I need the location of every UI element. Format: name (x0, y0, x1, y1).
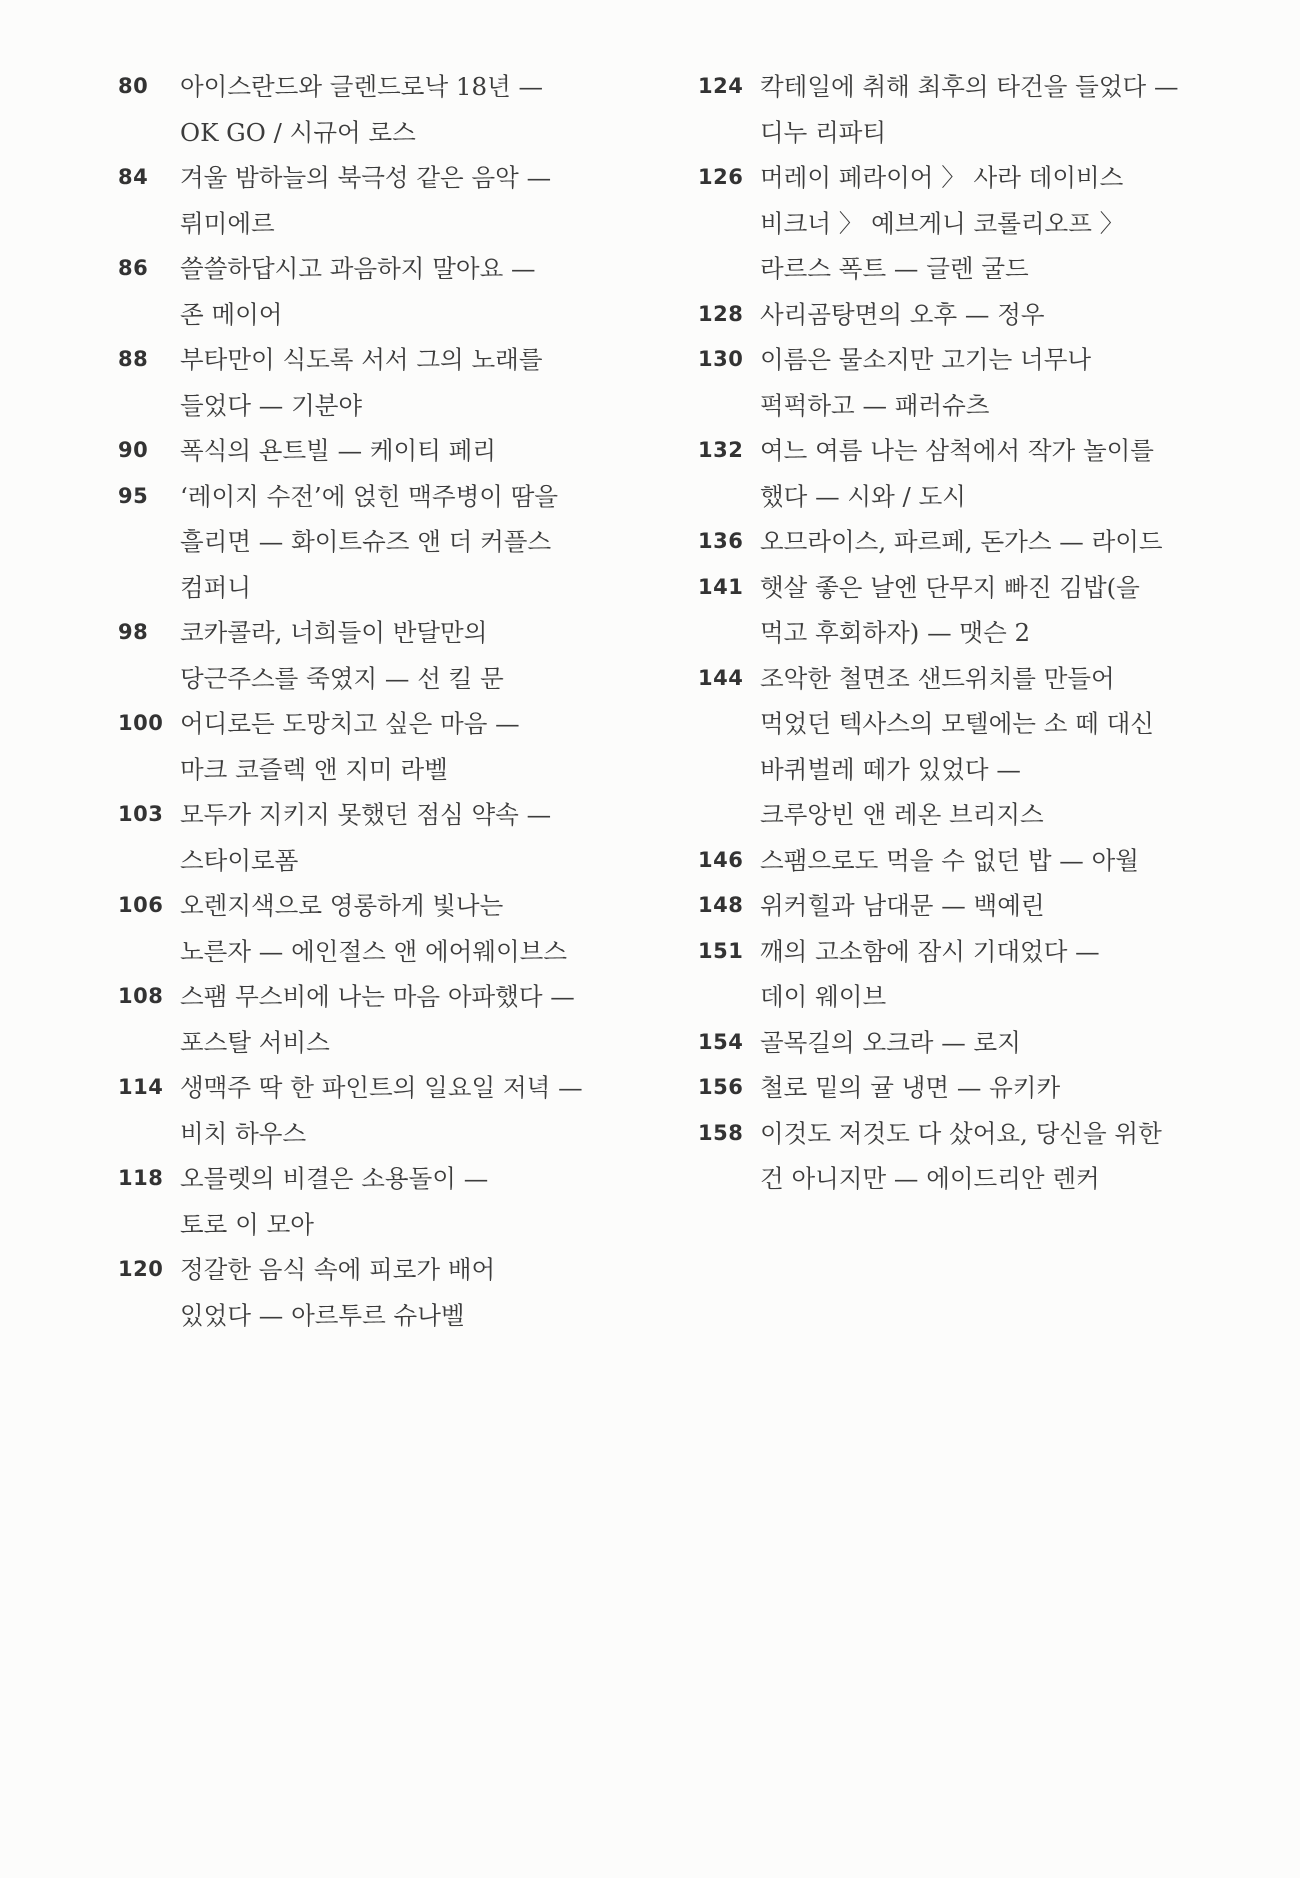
toc-page-number: 100 (118, 711, 164, 735)
toc-entry-title (180, 974, 638, 1065)
toc-page-number: 86 (118, 256, 149, 280)
toc-page-number: 120 (118, 1257, 164, 1281)
toc-page-number: 103 (118, 802, 164, 826)
toc-entry (698, 64, 1238, 155)
toc-page-number: 108 (118, 984, 164, 1008)
toc-entry-title-line: 생맥주 딱 한 파인트의 일요일 저녁 — (180, 1073, 583, 1102)
toc-entry-title (760, 519, 1238, 565)
toc-page-number: 80 (118, 74, 149, 98)
toc-entry (118, 701, 638, 792)
toc-entry (698, 519, 1238, 565)
toc-entry-title-line: OK GO / 시규어 로스 (180, 117, 416, 147)
toc-page-number: 126 (698, 165, 744, 189)
toc-entry-title-line: 깨의 고소함에 잠시 기대었다 — (760, 936, 1100, 966)
toc-entry-title-line: 컴퍼니 (180, 572, 252, 602)
toc-entry-title-line: 햇살 좋은 날엔 단무지 빠진 김밥(을 (760, 572, 1140, 602)
toc-page-number: 146 (698, 847, 744, 872)
toc-entry-title (760, 64, 1238, 155)
toc-entry-title-line: 이름은 물소지만 고기는 너무나 (760, 345, 1092, 374)
toc-entry (118, 883, 638, 974)
toc-entry-title (760, 1065, 1238, 1111)
toc-entry (118, 1247, 638, 1338)
toc-entry-title-line: 골목길의 오크라 — 로지 (760, 1027, 1021, 1057)
toc-entry-title-line: 부타만이 식도록 서서 그의 노래를 (180, 345, 543, 374)
toc-entry-title-line: 먹었던 텍사스의 모텔에는 소 떼 대신 (760, 709, 1154, 738)
toc-entry-title-line: 토로 이 모아 (180, 1209, 314, 1239)
toc-page-number: 141 (698, 574, 744, 599)
toc-page-number: 148 (698, 893, 744, 917)
toc-entry-title-line: 바퀴벌레 떼가 있었다 — (760, 754, 1021, 784)
toc-entry-title-line: 여느 여름 나는 삼척에서 작가 놀이를 (760, 436, 1154, 465)
toc-entry-title (760, 1111, 1238, 1202)
toc-page-number: 95 (118, 483, 149, 508)
toc-page-number: 128 (698, 301, 744, 326)
toc-entry-title (180, 474, 638, 611)
toc-entry-title (760, 428, 1238, 519)
toc-entry-title (180, 883, 638, 974)
toc-entry (118, 155, 638, 246)
toc-entry-title (180, 610, 638, 701)
toc-entry-title-line: 모두가 지키지 못했던 점심 약속 — (180, 800, 552, 829)
toc-page-number: 151 (698, 938, 744, 963)
toc-entry-title-line: 데이 웨이브 (760, 982, 887, 1011)
toc-entry-title-line: 이것도 저것도 다 샀어요, 당신을 위한 (760, 1118, 1162, 1148)
toc-entry (698, 656, 1238, 838)
toc-entry (698, 838, 1238, 884)
toc-entry-title (760, 155, 1238, 292)
toc-entry (698, 155, 1238, 292)
toc-entry-title-line: 라르스 폭트 — 글렌 굴드 (760, 254, 1029, 283)
toc-entry-title-line: 했다 — 시와 / 도시 (760, 481, 966, 511)
toc-entry-title (180, 1247, 638, 1338)
toc-entry (698, 883, 1238, 929)
toc-page-number: 144 (698, 665, 744, 690)
toc-page-number: 90 (118, 438, 149, 462)
toc-entry (118, 428, 638, 474)
toc-entry-title (180, 246, 638, 337)
toc-entry-title-line: 들었다 — 기분야 (180, 390, 363, 420)
toc-entry (118, 337, 638, 428)
toc-page-number: 156 (698, 1075, 744, 1099)
toc-entry-title-line: 철로 밑의 귤 냉면 — 유키카 (760, 1073, 1061, 1102)
toc-entry-title-line: 스타이로폼 (180, 845, 299, 875)
toc-entry-title-line: 퍽퍽하고 — 패러슈츠 (760, 390, 990, 420)
toc-entry-title (180, 701, 638, 792)
toc-entry-title (760, 1020, 1238, 1066)
toc-entry-title (760, 883, 1238, 929)
toc-entry-title-line: 칵테일에 취해 최후의 타건을 들었다 — (760, 72, 1179, 101)
toc-entry (118, 610, 638, 701)
toc-page-number: 130 (698, 347, 744, 371)
toc-entry-title-line: 있었다 — 아르투르 슈나벨 (180, 1300, 465, 1330)
toc-entry (698, 565, 1238, 656)
toc-entry (118, 974, 638, 1065)
toc-page-number: 84 (118, 165, 149, 189)
toc-page-number: 118 (118, 1166, 164, 1190)
toc-entry (118, 1156, 638, 1247)
toc-entry-title (760, 656, 1238, 838)
toc-entry-title (180, 337, 638, 428)
toc-entry-title (180, 64, 638, 155)
toc-entry-title-line: 건 아니지만 — 에이드리안 렌커 (760, 1164, 1100, 1193)
toc-entry-title-line: 먹고 후회하자) — 맷슨 2 (760, 618, 1031, 647)
toc-entry (118, 474, 638, 611)
toc-entry-title (760, 929, 1238, 1020)
toc-entry-title-line: ‘레이지 수전’에 얹힌 맥주병이 땀을 (180, 481, 559, 511)
toc-entry-title-line: 어디로든 도망치고 싶은 마음 — (180, 709, 520, 738)
toc-column-left (118, 64, 638, 1338)
toc-page-number: 124 (698, 74, 744, 98)
toc-entry-title-line: 마크 코즐렉 앤 지미 라벨 (180, 754, 448, 784)
toc-page-number: 154 (698, 1029, 744, 1054)
toc-entry-title-line: 노른자 — 에인절스 앤 에어웨이브스 (180, 936, 567, 966)
toc-entry-title (760, 838, 1238, 884)
toc-entry (118, 1065, 638, 1156)
toc-entry-title-line: 스팸으로도 먹을 수 없던 밥 — 아월 (760, 845, 1139, 875)
toc-page-number: 98 (118, 620, 149, 644)
toc-entry-title-line: 겨울 밤하늘의 북극성 같은 음악 — (180, 163, 552, 192)
toc-entry-title-line: 포스탈 서비스 (180, 1027, 330, 1057)
toc-entry-title-line: 오렌지색으로 영롱하게 빛나는 (180, 891, 504, 920)
toc-entry-title-line: 디누 리파티 (760, 117, 887, 147)
toc-entry-title-line: 쓸쓸하답시고 과음하지 말아요 — (180, 254, 536, 283)
toc-entry-title (180, 1156, 638, 1247)
toc-entry-title (180, 1065, 638, 1156)
toc-entry-title-line: 아이스란드와 글렌드로낙 18년 — (180, 72, 544, 101)
toc-entry-title (180, 792, 638, 883)
toc-entry-title-line: 머레이 페라이어 〉 사라 데이비스 (760, 163, 1124, 192)
toc-entry-title-line: 오믈렛의 비결은 소용돌이 — (180, 1164, 489, 1193)
toc-entry (698, 1020, 1238, 1066)
toc-entry-title-line: 폭식의 욘트빌 — 케이티 페리 (180, 436, 496, 465)
toc-entry-title-line: 존 메이어 (180, 299, 283, 329)
toc-entry (698, 1065, 1238, 1111)
toc-entry-title-line: 오므라이스, 파르페, 돈가스 — 라이드 (760, 527, 1163, 556)
toc-entry (118, 792, 638, 883)
toc-entry-title (760, 565, 1238, 656)
toc-entry-title (760, 337, 1238, 428)
toc-entry-title-line: 흘리면 — 화이트슈즈 앤 더 커플스 (180, 527, 552, 556)
toc-entry-title (760, 292, 1238, 338)
toc-page-number: 136 (698, 529, 744, 553)
toc-column-right (698, 64, 1238, 1202)
toc-entry (118, 246, 638, 337)
toc-entry-title-line: 스팸 무스비에 나는 마음 아파했다 — (180, 982, 575, 1011)
toc-entry (118, 64, 638, 155)
toc-entry-title-line: 코카콜라, 너희들이 반달만의 (180, 618, 488, 647)
toc-page-number: 88 (118, 347, 149, 371)
toc-page-number: 106 (118, 893, 164, 917)
toc-entry-title-line: 사리곰탕면의 오후 — 정우 (760, 299, 1045, 329)
toc-entry (698, 1111, 1238, 1202)
toc-page-number: 132 (698, 438, 744, 462)
toc-entry-title-line: 당근주스를 죽였지 — 선 킬 문 (180, 663, 504, 693)
toc-entry (698, 929, 1238, 1020)
toc-page-number: 158 (698, 1120, 744, 1145)
toc-entry-title-line: 비크너 〉 예브게니 코롤리오프 〉 (760, 208, 1125, 238)
toc-entry-title-line: 위커힐과 남대문 — 백예린 (760, 891, 1045, 920)
toc-entry (698, 337, 1238, 428)
toc-entry-title-line: 정갈한 음식 속에 피로가 배어 (180, 1255, 496, 1284)
toc-page-number: 114 (118, 1075, 164, 1099)
toc-entry-title-line: 조악한 철면조 샌드위치를 만들어 (760, 663, 1115, 693)
toc-entry-title-line: 크루앙빈 앤 레온 브리지스 (760, 800, 1044, 829)
toc-entry (698, 428, 1238, 519)
toc-entry (698, 292, 1238, 338)
toc-entry-title-line: 뤼미에르 (180, 208, 275, 238)
toc-entry-title (180, 155, 638, 246)
toc-entry-title-line: 비치 하우스 (180, 1118, 307, 1148)
toc-entry-title (180, 428, 638, 474)
